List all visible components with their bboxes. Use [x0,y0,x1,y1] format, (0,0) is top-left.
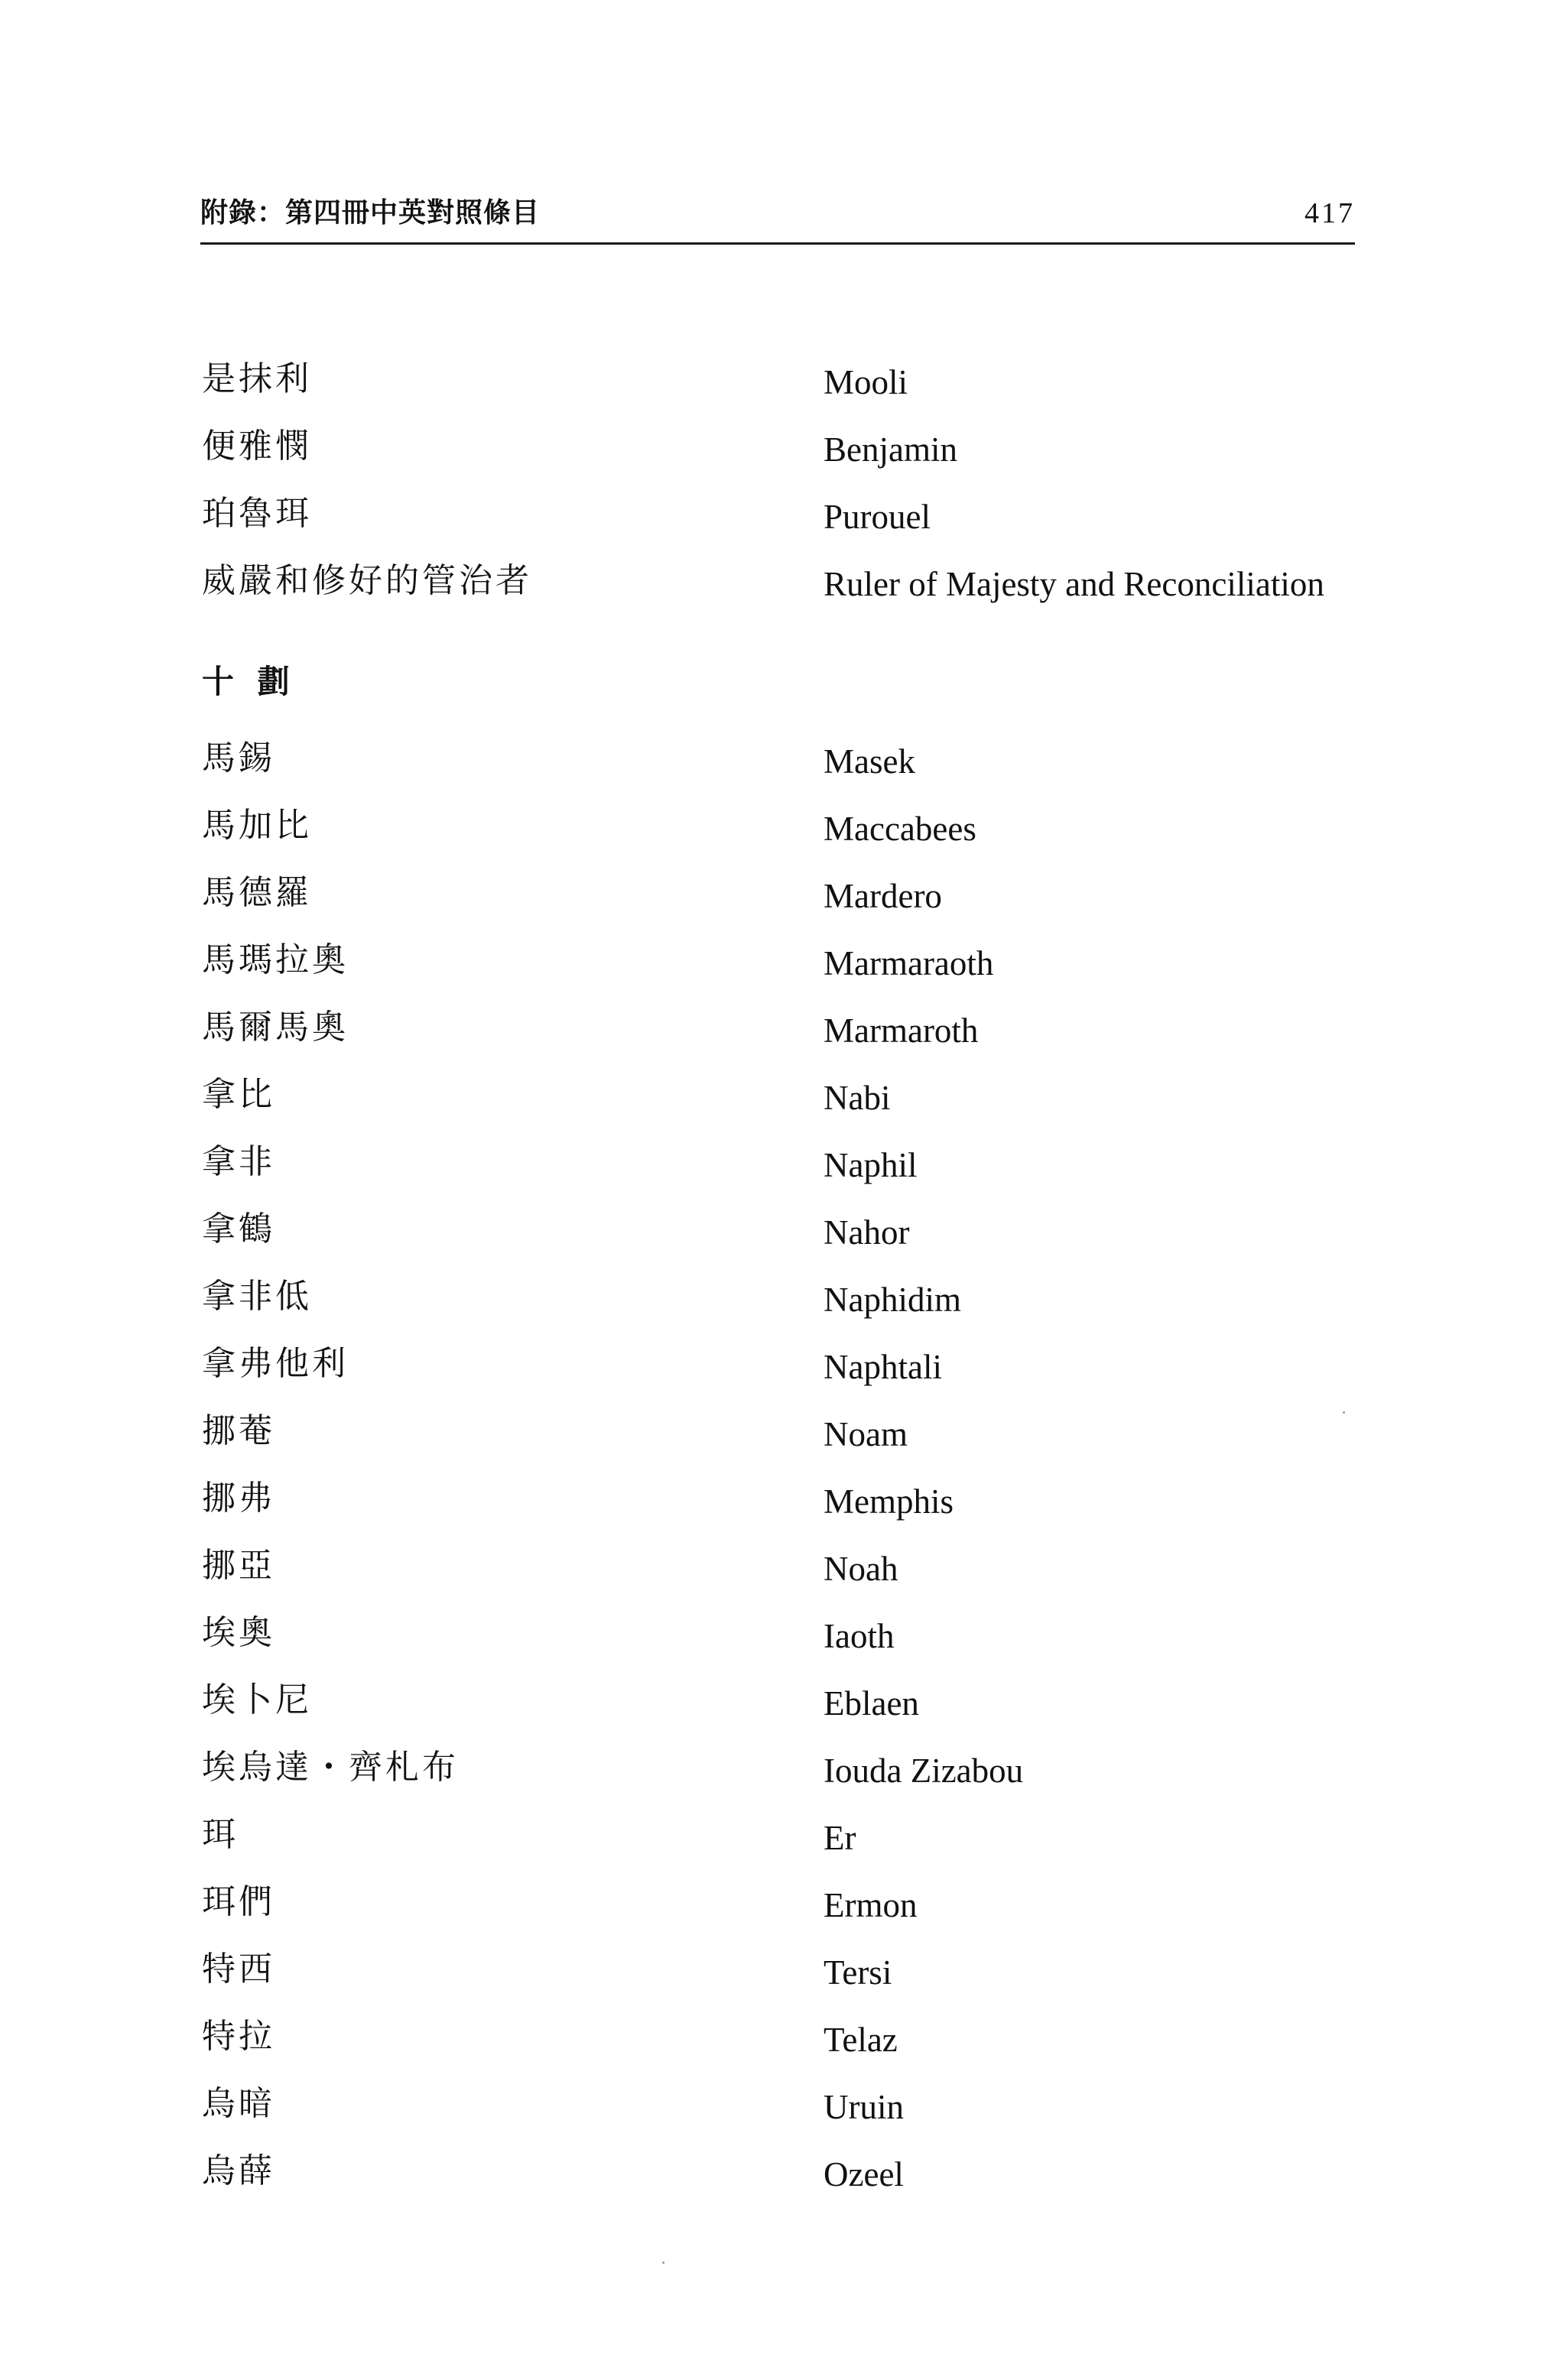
scan-speck [662,2261,664,2264]
english-term: Masek [824,742,915,781]
english-term: Er [824,1819,856,1857]
chinese-term: 挪菴 [202,1411,275,1450]
english-term: Maccabees [824,810,976,848]
glossary-entry [0,803,1566,870]
english-term: Marmaraoth [824,944,994,982]
english-term: Tersi [824,1953,892,1992]
english-term: Memphis [824,1482,954,1521]
glossary-entry [0,424,1566,491]
english-term: Ozeel [824,2155,904,2193]
chinese-term: 拿鶴 [202,1209,275,1248]
english-term: Nabi [824,1079,891,1117]
glossary-entry [0,937,1566,1005]
glossary-entry [0,356,1566,424]
chinese-term: 是抹利 [202,359,312,398]
chinese-term: 拿弗他利 [202,1344,349,1383]
running-title: 附錄：第四冊中英對照條目 [200,197,541,229]
glossary-entry [0,1005,1566,1072]
glossary-entry [0,2014,1566,2081]
chinese-term: 馬加比 [202,806,312,845]
glossary-entry [0,558,1566,625]
section-heading: 十 劃 [202,663,296,700]
glossary-entry [0,1341,1566,1408]
english-term: Ruler of Majesty and Reconciliation [824,565,1324,603]
chinese-term: 威嚴和修好的管治者 [202,561,532,600]
english-term: Mooli [824,363,908,401]
chinese-term: 拿非低 [202,1277,312,1316]
scan-speck [1343,1411,1345,1414]
english-term: Noam [824,1415,908,1453]
glossary-entry [0,1879,1566,1947]
chinese-term: 馬瑪拉奧 [202,940,349,979]
chinese-term: 馬爾馬奧 [202,1008,349,1047]
english-term: Iouda Zizabou [824,1752,1024,1790]
english-term: Uruin [824,2088,904,2126]
english-term: Eblaen [824,1684,919,1722]
english-term: Benjamin [824,430,957,469]
chinese-term: 特拉 [202,2017,275,2056]
chinese-term: 埃卜尼 [202,1680,312,1719]
header-rule [200,242,1355,245]
page-number: 417 [1304,197,1355,229]
chinese-term: 挪亞 [202,1546,275,1585]
chinese-term: 拿比 [202,1075,275,1114]
chinese-term: 埃烏達・齊札布 [202,1748,459,1787]
glossary-entry [0,1610,1566,1677]
running-head [200,196,1355,231]
chinese-term: 珀魯珥 [202,494,312,533]
english-term: Ermon [824,1886,918,1924]
glossary-entry [0,1745,1566,1812]
chinese-term: 珥 [202,1815,239,1854]
chinese-term: 特西 [202,1950,275,1989]
english-term: Mardero [824,877,942,915]
english-term: Naphtali [824,1348,942,1386]
chinese-term: 烏薛 [202,2151,275,2190]
glossary-entry [0,1476,1566,1543]
glossary-entry [0,1812,1566,1879]
glossary-entry [0,1677,1566,1745]
chinese-term: 埃奧 [202,1613,275,1652]
glossary-entry [0,1274,1566,1341]
glossary-entry [0,1543,1566,1610]
english-term: Telaz [824,2021,898,2059]
glossary-entry [0,735,1566,803]
chinese-term: 馬德羅 [202,873,312,912]
glossary-entry [0,1139,1566,1206]
english-term: Nahor [824,1213,910,1252]
chinese-term: 烏暗 [202,2084,275,2123]
english-term: Naphil [824,1146,918,1184]
glossary-entry [0,2148,1566,2216]
english-term: Purouel [824,498,931,536]
chinese-term: 馬錫 [202,739,275,778]
english-term: Iaoth [824,1617,895,1655]
glossary-entry [0,1206,1566,1274]
glossary-entry [0,491,1566,558]
chinese-term: 拿非 [202,1142,275,1181]
english-term: Noah [824,1550,898,1588]
chinese-term: 便雅憫 [202,427,312,466]
english-term: Naphidim [824,1281,961,1319]
english-term: Marmaroth [824,1011,979,1050]
glossary-entry [0,1072,1566,1139]
glossary-entry [0,2081,1566,2148]
glossary-entry [0,1947,1566,2014]
glossary-entry [0,870,1566,937]
glossary-entry [0,1408,1566,1476]
chinese-term: 挪弗 [202,1479,275,1518]
chinese-term: 珥們 [202,1882,275,1921]
